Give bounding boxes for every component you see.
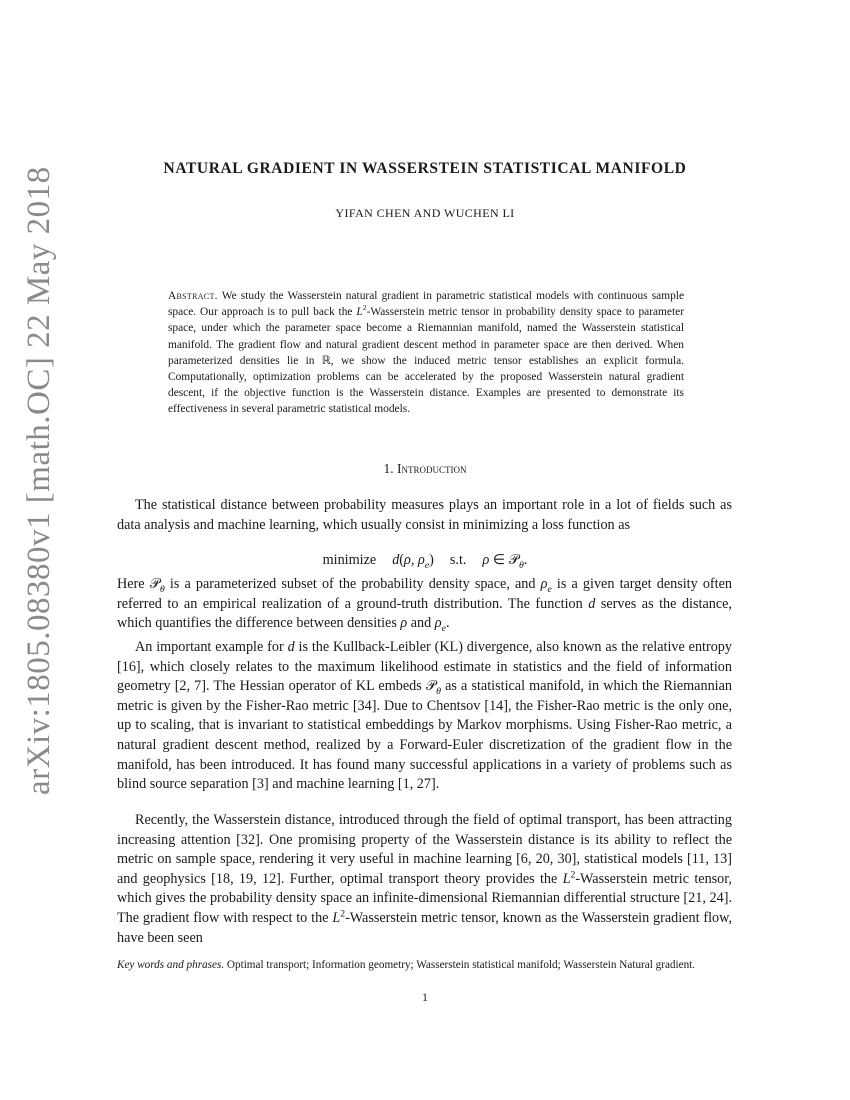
p1b-f: . [446,615,450,632]
equation-operator: minimize [322,552,377,568]
intro-paragraph-2: An important example for d is the Kullback-Leibler (KL) divergence, also known as the relative entropy [16], which closely relates to the maximum likelihood estimate in statistics and the field of information geometry [2, 7]. The Hessian operator of KL embeds 𝒫$_\theta$ as a statistical manifold, in which the Riemannian metric is given by the Fisher-Rao metric [34]. Due to Chentsov [14], the Fisher-Rao metric is the only one, up to scaling, that is invariant to statistical embeddings by Markov morphisms. Using Fisher-Rao metric, a natural gradient descent method, realized by a Forward-Euler discretization of the gradient flow in the manifold, has been introduced. It has found many successful applications in a variety of problems such as blind source separation [3] and machine learning [1, 27]. [117,639,732,793]
p1b-d: serves as the distance, which quantifies the difference between densities [117,595,732,632]
abstract-label: Abstract. [168,290,218,302]
section-heading [0,461,850,477]
p3-b: -Wasserstein metric tensor, which gives the probability density space an infinite-dimensional Riemannian differential structure [21, 24]. The gradient flow with respect to the [117,870,732,926]
section-title: Introduction [397,461,467,476]
p1b-c: is a given target density often referred to an empirical realization of a ground-truth distribution. The function [117,576,732,612]
p1b-a: Here [117,576,150,592]
p2-a: An important example for [135,639,288,655]
section-number: 1. [383,461,394,476]
arxiv-identifier-stamp: arXiv:1805.08380v1 [math.OC] 22 May 2018 [21,166,57,795]
intro-paragraph-3: Recently, the Wasserstein distance, introduced through the field of optimal transport, has been attracting increasing attention [32]. One promising property of the Wasserstein distance is its ability to reflect the metric on sample space, rendering it very useful in machine learning [6, 20, 30], statistical models [11, 13] and geophysics [18, 19, 12]. Further, optimal transport theory provides the $L^2$-Wasserstein metric tensor, which gives the probability density space an infinite-dimensional Riemannian differential structure [21, 24]. The gradient flow with respect to the $L^2$-Wasserstein metric tensor, known as the Wasserstein gradient flow, have been seen [117,812,733,946]
intro-paragraph-1-text: The statistical distance between probability measures plays an important role in a lot of fields such as data analysis and machine learning, which usually consist in minimizing a loss function as [117,497,732,533]
intro-paragraph-1b: Here 𝒫$_\theta$ is a parameterized subset of the probability density space, and $\rho_e$ is a given target density often referred to an empirical realization of a ground-truth distribution. The function d serves as the distance, which quantifies the difference between densities ρ and $\rho_e$. [117,576,732,635]
p2-c: as a statistical manifold, in which the Riemannian metric is given by the Fisher-Rao metric [34]. Due to Chentsov [14], the Fisher-Rao metric is the only one, up to scaling, that is invariant to statistical embeddings by Markov morphisms. Using Fisher-Rao metric, a natural gradient descent method, realized by a Forward-Euler discretization of the gradient flow in the manifold, has been introduced. It has found many successful applications in a variety of problems such as blind source separation [3] and machine learning [1, 27]. [117,678,732,793]
paper-authors: YIFAN CHEN AND WUCHEN LI [335,206,515,220]
minimize-equation: minimize d(ρ, $\rho_e$) s.t. ρ ∈ 𝒫$_\theta$. [322,552,528,571]
p3-c: -Wasserstein metric tensor, known as the Wasserstein gradient flow, have been seen [117,909,733,946]
intro-paragraph-1 [117,496,732,535]
keywords-label: Key words and phrases. [117,959,225,971]
p1b-b: is a parameterized subset of the probability density space, and [164,576,541,592]
paper-title: NATURAL GRADIENT IN WASSERSTEIN STATISTICAL MANIFOLD [163,160,687,177]
p1b-e: and [407,615,435,632]
page-number: 1 [422,990,428,1004]
abstract-text-b: -Wasserstein metric tensor in probability density space to parameter space, under which the parameter space become a Riemannian manifold, named the Wasserstein statistical manifold. The gradient flow and natural gradient descent method in parameter space are then derived. When parameterized densities lie in ℝ, we show the induced metric tensor establishes an explicit formula. Computationally, optimization problems can be accelerated by the proposed Wasserstein natural gradient descent, if the objective function is the Wasserstein distance. Examples are presented to demonstrate its effectiveness in several parametric statistical models. [168,306,684,416]
keywords-footnote [117,958,732,973]
p3-a: Recently, the Wasserstein distance, introduced through the field of optimal transport, has been attracting increasing attention [32]. One promising property of the Wasserstein distance is its ability to reflect the metric on sample space, rendering it very useful in machine learning [6, 20, 30], statistical models [11, 13] and geophysics [18, 19, 12]. Further, optimal transport theory provides the [117,812,732,887]
p2-b: is the Kullback-Leibler (KL) divergence, also known as the relative entropy [16], which closely relates to the maximum likelihood estimate in statistics and the field of information geometry [2, 7]. The Hessian operator of KL embeds [117,639,732,695]
abstract: Abstract. We study the Wasserstein natural gradient in parametric statistical models with continuous sample space. Our approach is to pull back the $L^2$-Wasserstein metric tensor in probability density space to parameter space, under which the parameter space become a Riemannian manifold, named the Wasserstein statistical manifold. The gradient flow and natural gradient descent method in parameter space are then derived. When parameterized densities lie in ℝ, we show the induced metric tensor establishes an explicit formula. Computationally, optimization problems can be accelerated by the proposed Wasserstein natural gradient descent, if the objective function is the Wasserstein distance. Examples are presented to demonstrate its effectiveness in several parametric statistical models. [168,290,684,416]
equation-subject-to: s.t. [449,552,467,568]
keywords-text: Optimal transport; Information geometry; Wasserstein statistical manifold; Wasserstein Natural gradient. [224,959,696,971]
abstract-text-a: We study the Wasserstein natural gradient in parametric statistical models with continuous sample space. Our approach is to pull back the [168,290,684,319]
